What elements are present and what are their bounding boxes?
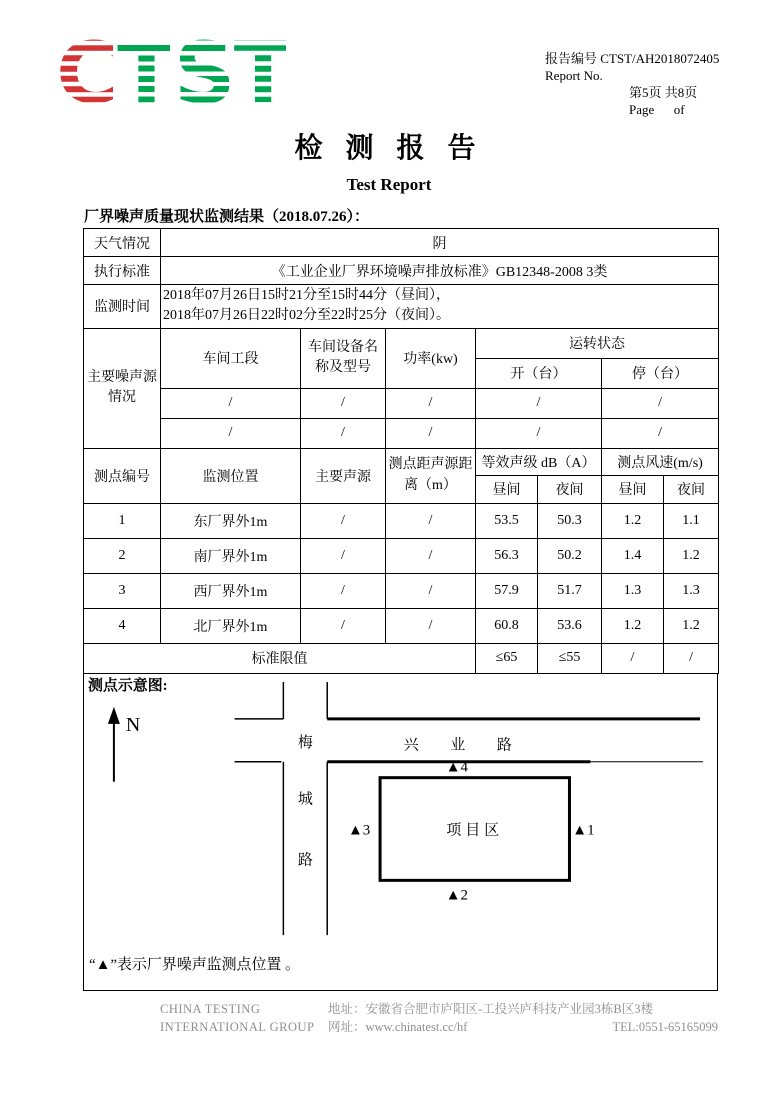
wind-header: 测点风速(m/s)	[602, 448, 719, 475]
page-footer	[160, 1000, 718, 1036]
page-indicator-cn: 第5页 共8页	[629, 85, 698, 101]
workshop-header: 车间工段	[161, 328, 301, 388]
report-header	[545, 50, 755, 119]
site-sketch-box	[83, 674, 718, 991]
diagram-note: “▲”表示厂界噪声监测点位置 。	[88, 956, 301, 973]
data-cell: 1.2	[664, 608, 719, 643]
monitoring-point-2: ▲2	[445, 886, 468, 903]
data-cell: /	[301, 608, 386, 643]
noise-cell: /	[161, 418, 301, 448]
noise-cell: /	[301, 418, 386, 448]
report-title-cn: 检 测 报 告	[294, 133, 484, 164]
leq-night-header: 夜间	[538, 475, 602, 503]
data-cell: 东厂界外1m	[161, 503, 301, 538]
site-sketch-diagram	[84, 674, 717, 990]
limit-day-leq: ≤65	[476, 643, 538, 673]
logo-letter-s: S	[173, 25, 230, 123]
company-address: 地址：安徽省合肥市庐阳区-工投兴庐科技产业园3栋B区3楼	[328, 1002, 654, 1016]
data-cell: 50.3	[538, 503, 602, 538]
monitoring-point-3: ▲3	[347, 822, 371, 839]
noise-cell: /	[602, 418, 719, 448]
monitoring-point-4: ▲4	[445, 759, 468, 776]
data-cell: 西厂界外1m	[161, 573, 301, 608]
status-on-header: 开（台）	[476, 358, 602, 388]
limit-wind-day: /	[602, 643, 664, 673]
data-cell: 4	[84, 608, 161, 643]
logo-letter-c: C	[56, 25, 114, 123]
point-no-header: 测点编号	[84, 448, 161, 503]
company-website: 网址：www.chinatest.cc/hf	[328, 1020, 468, 1035]
north-arrow	[108, 706, 140, 781]
report-content	[83, 228, 718, 991]
section-heading: 厂界噪声质量现状监测结果（2018.07.26）：	[84, 209, 370, 225]
road-name-horizontal: 兴 业 路	[403, 737, 526, 754]
company-phone: TEL:0551-65165099	[612, 1020, 718, 1035]
noise-source-label: 主要噪声源情况	[84, 328, 161, 448]
road-name-vertical-char1: 梅	[297, 734, 313, 751]
data-cell: 50.2	[538, 538, 602, 573]
road-name-vertical-char3: 路	[297, 851, 313, 868]
data-cell: 1.2	[602, 608, 664, 643]
standard-value: 《工业企业厂界环境噪声排放标准》GB12348-2008 3类	[161, 257, 719, 285]
data-cell: 1.1	[664, 503, 719, 538]
data-cell: 1.3	[664, 573, 719, 608]
data-cell: 1.2	[602, 503, 664, 538]
data-cell: /	[386, 608, 476, 643]
data-cell: 3	[84, 573, 161, 608]
table-row	[84, 608, 719, 643]
project-area-label: 项目区	[446, 822, 504, 839]
data-cell: 1.4	[602, 538, 664, 573]
wind-day-header: 昼间	[602, 475, 664, 503]
limit-row	[84, 643, 719, 673]
vertical-road	[235, 682, 328, 935]
power-header: 功率(kw)	[386, 328, 476, 388]
limit-night-leq: ≤55	[538, 643, 602, 673]
monitoring-results-table	[83, 228, 719, 674]
equipment-header: 车间设备名称及型号	[301, 328, 386, 388]
data-cell: 1.3	[602, 573, 664, 608]
monitoring-point-1: ▲1	[572, 822, 595, 839]
leq-day-header: 昼间	[476, 475, 538, 503]
data-cell: 1	[84, 503, 161, 538]
report-title-en: Test Report	[346, 175, 432, 194]
data-cell: 60.8	[476, 608, 538, 643]
location-header: 监测位置	[161, 448, 301, 503]
weather-label: 天气情况	[84, 229, 161, 257]
footer-contact	[328, 1000, 718, 1036]
wind-night-header: 夜间	[664, 475, 719, 503]
standard-label: 执行标准	[84, 257, 161, 285]
report-number: 报告编号 CTST/AH2018072405	[545, 51, 720, 66]
monitoring-time-value	[161, 285, 719, 329]
status-off-header: 停（台）	[602, 358, 719, 388]
data-cell: 57.9	[476, 573, 538, 608]
logo-letter-t1: T	[117, 25, 170, 123]
status-header: 运转状态	[476, 328, 719, 358]
distance-header: 测点距声源距离（m）	[386, 448, 476, 503]
weather-value: 阴	[161, 229, 719, 257]
report-number-en: Report No.	[545, 68, 603, 84]
page-indicator-en: Page of	[629, 102, 685, 118]
source-header: 主要声源	[301, 448, 386, 503]
data-cell: /	[301, 573, 386, 608]
ctst-logo	[56, 25, 290, 123]
noise-cell: /	[386, 418, 476, 448]
company-name-line1: CHINA TESTING	[160, 1002, 261, 1016]
data-cell: 51.7	[538, 573, 602, 608]
data-cell: /	[386, 503, 476, 538]
noise-cell: /	[386, 388, 476, 418]
data-cell: /	[301, 538, 386, 573]
data-cell: /	[386, 573, 476, 608]
data-cell: 56.3	[476, 538, 538, 573]
table-row	[84, 538, 719, 573]
road-name-vertical-char2: 城	[297, 791, 313, 808]
north-label: N	[125, 713, 141, 736]
leq-header: 等效声级 dB（A）	[476, 448, 602, 475]
data-cell: 南厂界外1m	[161, 538, 301, 573]
noise-cell: /	[161, 388, 301, 418]
data-cell: 53.5	[476, 503, 538, 538]
monitoring-time-night: 2018年07月26日22时02分至22时25分（夜间）。	[163, 308, 450, 324]
table-row	[84, 503, 719, 538]
data-cell: /	[301, 503, 386, 538]
monitoring-time-label: 监测时间	[84, 285, 161, 329]
data-cell: 2	[84, 538, 161, 573]
table-row	[84, 573, 719, 608]
diagram-label: 测点示意图:	[87, 677, 168, 694]
data-cell: 1.2	[664, 538, 719, 573]
data-cell: 53.6	[538, 608, 602, 643]
company-name-line2: INTERNATIONAL GROUP	[160, 1020, 315, 1035]
noise-cell: /	[301, 388, 386, 418]
limit-label: 标准限值	[84, 643, 476, 673]
data-cell: 北厂界外1m	[161, 608, 301, 643]
noise-cell: /	[476, 418, 602, 448]
company-name	[160, 1000, 328, 1036]
logo-letter-t2: T	[233, 25, 287, 123]
noise-cell: /	[602, 388, 719, 418]
monitoring-time-day: 2018年07月26日15时21分至15时44分（昼间），	[163, 288, 450, 303]
data-cell: /	[386, 538, 476, 573]
limit-wind-night: /	[664, 643, 719, 673]
noise-cell: /	[476, 388, 602, 418]
